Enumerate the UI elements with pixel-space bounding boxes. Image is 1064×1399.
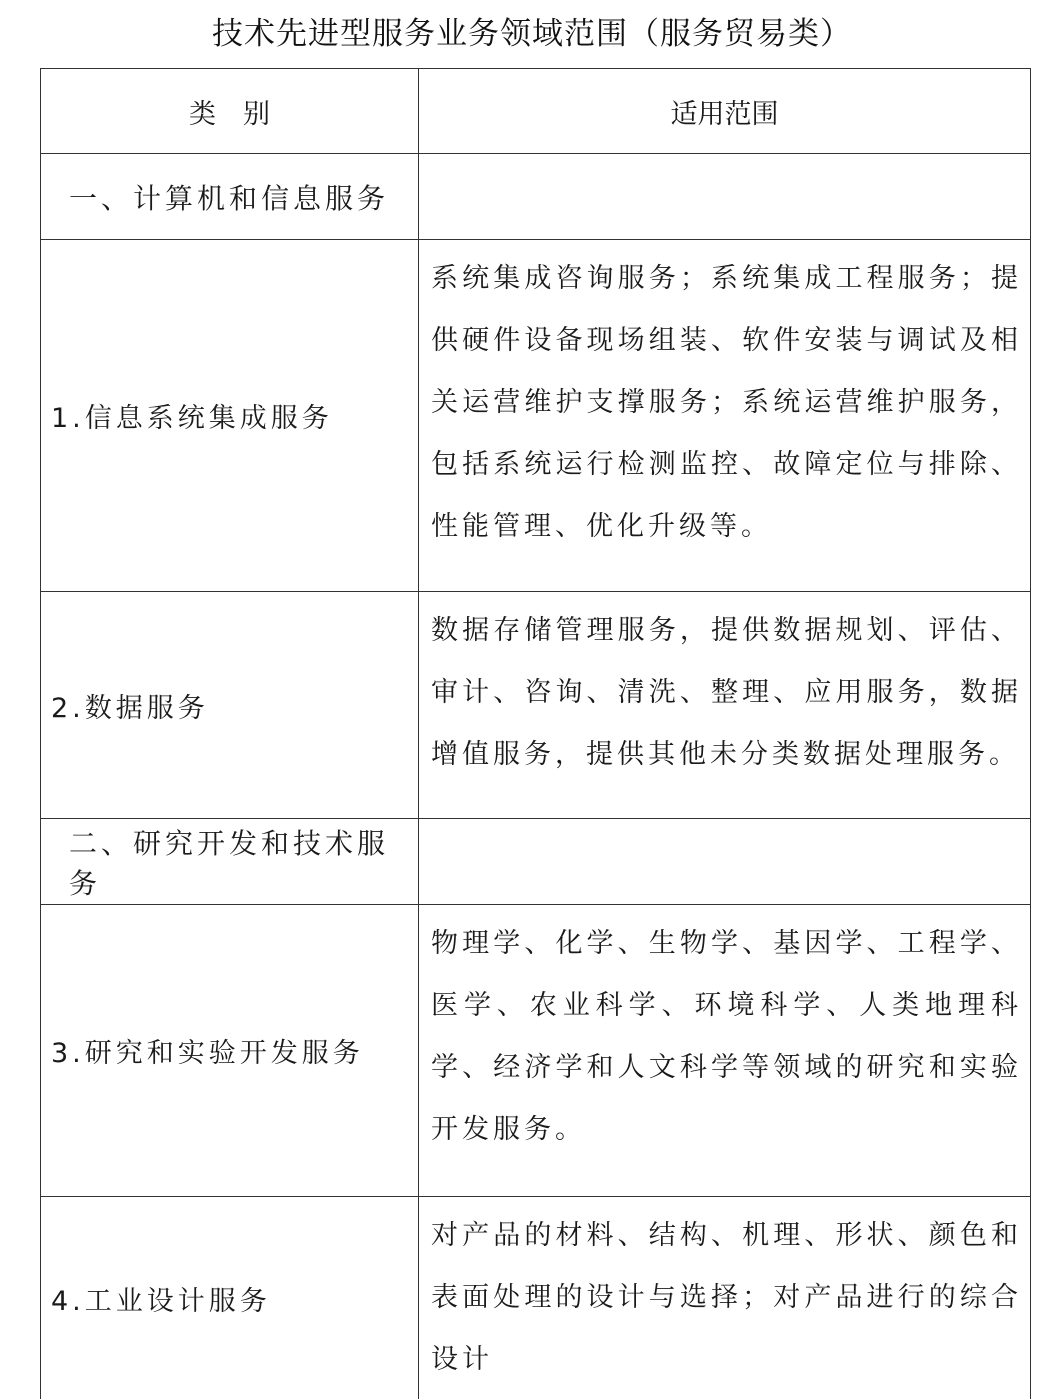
scope-cell: 对产品的材料、结构、机理、形状、颜色和表面处理的设计与选择；对产品进行的综合设计 <box>419 1197 1031 1399</box>
table-row <box>41 905 1031 1197</box>
scope-cell: 数据存储管理服务，提供数据规划、评估、审计、咨询、清洗、整理、应用服务，数据增值服务，提供其他未分类数据处理服务。 <box>419 592 1031 819</box>
scope-cell: 系统集成咨询服务；系统集成工程服务；提供硬件设备现场组装、软件安装与调试及相关运营维护支撑服务；系统运营维护服务，包括系统运行检测监控、故障定位与排除、性能管理、优化升级等。 <box>419 240 1031 592</box>
section-label: 二、研究开发和技术服务 <box>41 819 419 905</box>
header-category: 类 别 <box>41 69 419 154</box>
category-cell: 3.研究和实验开发服务 <box>41 905 419 1197</box>
table-row <box>41 1197 1031 1399</box>
section-scope-cell <box>419 819 1031 905</box>
scope-cell: 物理学、化学、生物学、基因学、工程学、医学、农业科学、环境科学、人类地理科学、经济学和人文科学等领域的研究和实验开发服务。 <box>419 905 1031 1197</box>
table-row <box>41 592 1031 819</box>
business-scope-table <box>40 68 1031 1399</box>
table-header-row <box>41 69 1031 154</box>
category-cell: 2.数据服务 <box>41 592 419 819</box>
table-row-section <box>41 154 1031 240</box>
document-title: 技术先进型服务业务领域范围（服务贸易类） <box>0 12 1064 56</box>
section-scope-cell <box>419 154 1031 240</box>
category-cell: 1.信息系统集成服务 <box>41 240 419 592</box>
section-label: 一、计算机和信息服务 <box>41 154 419 240</box>
category-cell: 4.工业设计服务 <box>41 1197 419 1399</box>
header-scope: 适用范围 <box>419 69 1031 154</box>
table-row-section <box>41 819 1031 905</box>
table-row <box>41 240 1031 592</box>
